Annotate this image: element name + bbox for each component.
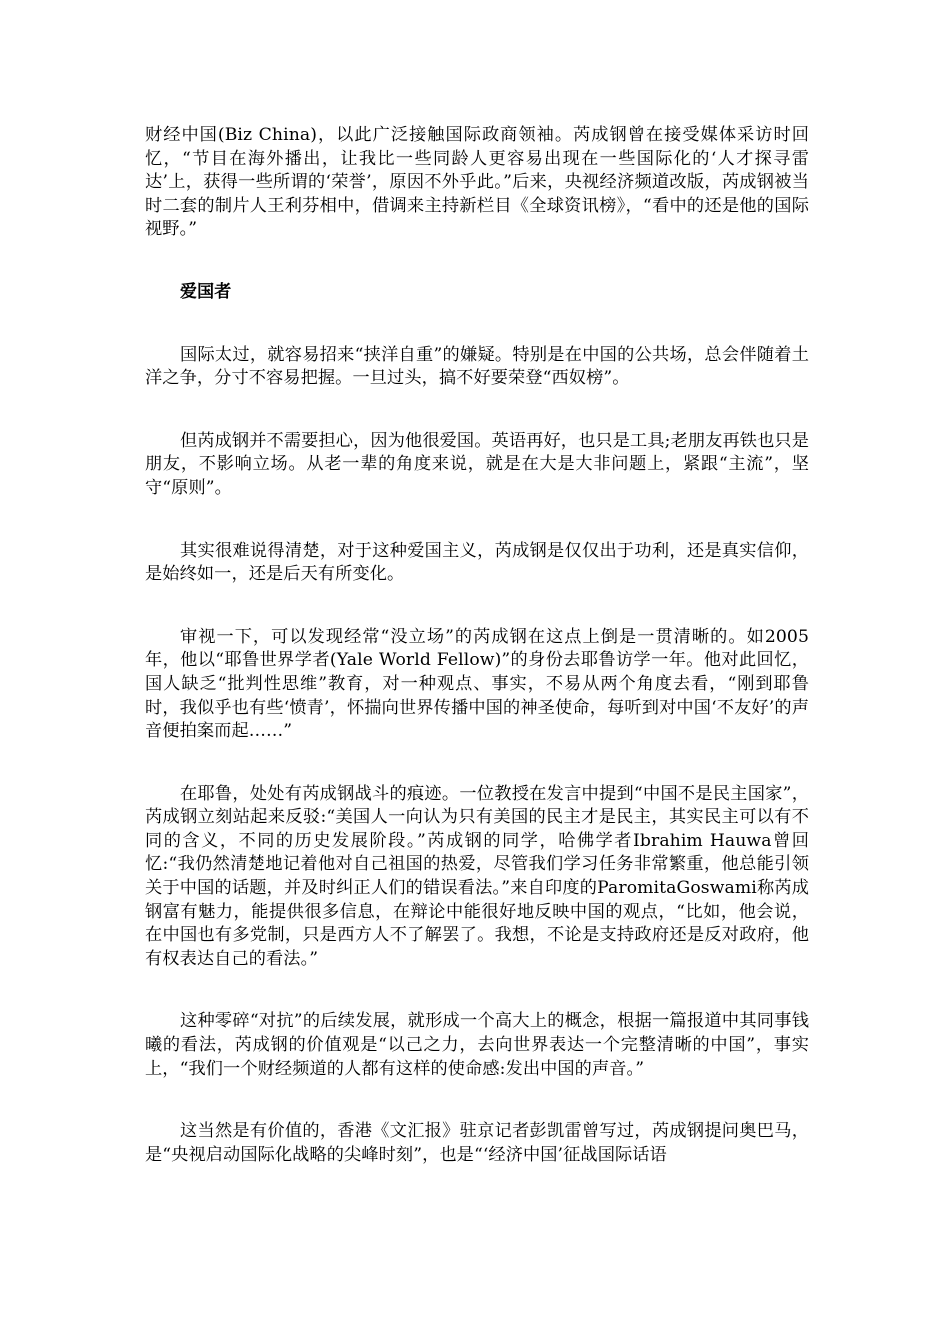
paragraph-wenhuibao: 这当然是有价值的，香港《文汇报》驻京记者彭凯雷曾写过，芮成钢提问奥巴马，是“央视启动国际化战略的尖峰时刻”，也是“‘经济中国’征战国际话语 <box>145 1121 809 1165</box>
paragraph-patriot-1: 国际太过，就容易招来“挟洋自重”的嫌疑。特别是在中国的公共场，总会伴随着土洋之争，分寸不容易把握。一旦过头，搞不好要荣登“西奴榜”。 <box>145 344 809 389</box>
paragraph-biz-china: 财经中国(Biz China)，以此广泛接触国际政商领袖。芮成钢曾在接受媒体采访时回忆，“节目在海外播出，让我比一些同龄人更容易出现在一些国际化的‘人才探寻雷达’上，获得一些所谓的‘荣誉’，原因不外乎此。”后来，央视经济频道改版，芮成钢被当时二套的制片人王利芬相中，借调来主持新栏目《全球资讯榜》，“看中的还是他的国际视野。” <box>145 125 809 240</box>
paragraph-at-yale: 在耶鲁，处处有芮成钢战斗的痕迹。一位教授在发言中提到“中国不是民主国家”，芮成钢立刻站起来反驳:“美国人一向认为只有美国的民主才是民主，其实民主可以有不同的含义，不同的历史发展阶段。”芮成钢的同学，哈佛学者Ibrahim Hauwa曾回忆:“我仍然清楚地记着他对自己祖国的热爱，尽管我们学习任务非常繁重，他总能引领关于中国的话题，并及时纠正人们的错误看法。”来自印度的ParomitaGoswami称芮成钢富有魅力，能提供很多信息，在辩论中能很好地反映中国的观点，“比如，他会说，在中国也有多党制，只是西方人不了解罢了。我想，不论是支持政府还是反对政府，他有权表达自己的看法。” <box>145 783 809 969</box>
document-page <box>145 124 809 1206</box>
section-heading: 爱国者 <box>180 281 232 302</box>
paragraph-values: 这种零碎“对抗”的后续发展，就形成一个高大上的概念，根据一篇报道中其同事钱曦的看法，芮成钢的价值观是“以己之力，去向世界表达一个完整清晰的中国”，事实上，“我们一个财经频道的人都有这样的使命感:发出中国的声音。” <box>145 1011 809 1079</box>
paragraph-patriot-2: 但芮成钢并不需要担心，因为他很爱国。英语再好，也只是工具;老朋友再铁也只是朋友，不影响立场。从老一辈的角度来说，就是在大是大非问题上，紧跟“主流”，坚守“原则”。 <box>145 430 809 498</box>
paragraph-yale-2005: 审视一下，可以发现经常“没立场”的芮成钢在这点上倒是一贯清晰的。如2005年，他以“耶鲁世界学者(Yale World Fellow)”的身份去耶鲁访学一年。他对此回忆，国人缺乏“批判性思维”教育，对一种观点、事实，不易从两个角度去看，“刚到耶鲁时，我似乎也有些‘愤青’，怀揣向世界传播中国的神圣使命，每听到对中国‘不友好’的声音便拍案而起……” <box>145 626 809 742</box>
paragraph-patriot-3: 其实很难说得清楚，对于这种爱国主义，芮成钢是仅仅出于功利，还是真实信仰，是始终如一，还是后天有所变化。 <box>145 540 809 585</box>
